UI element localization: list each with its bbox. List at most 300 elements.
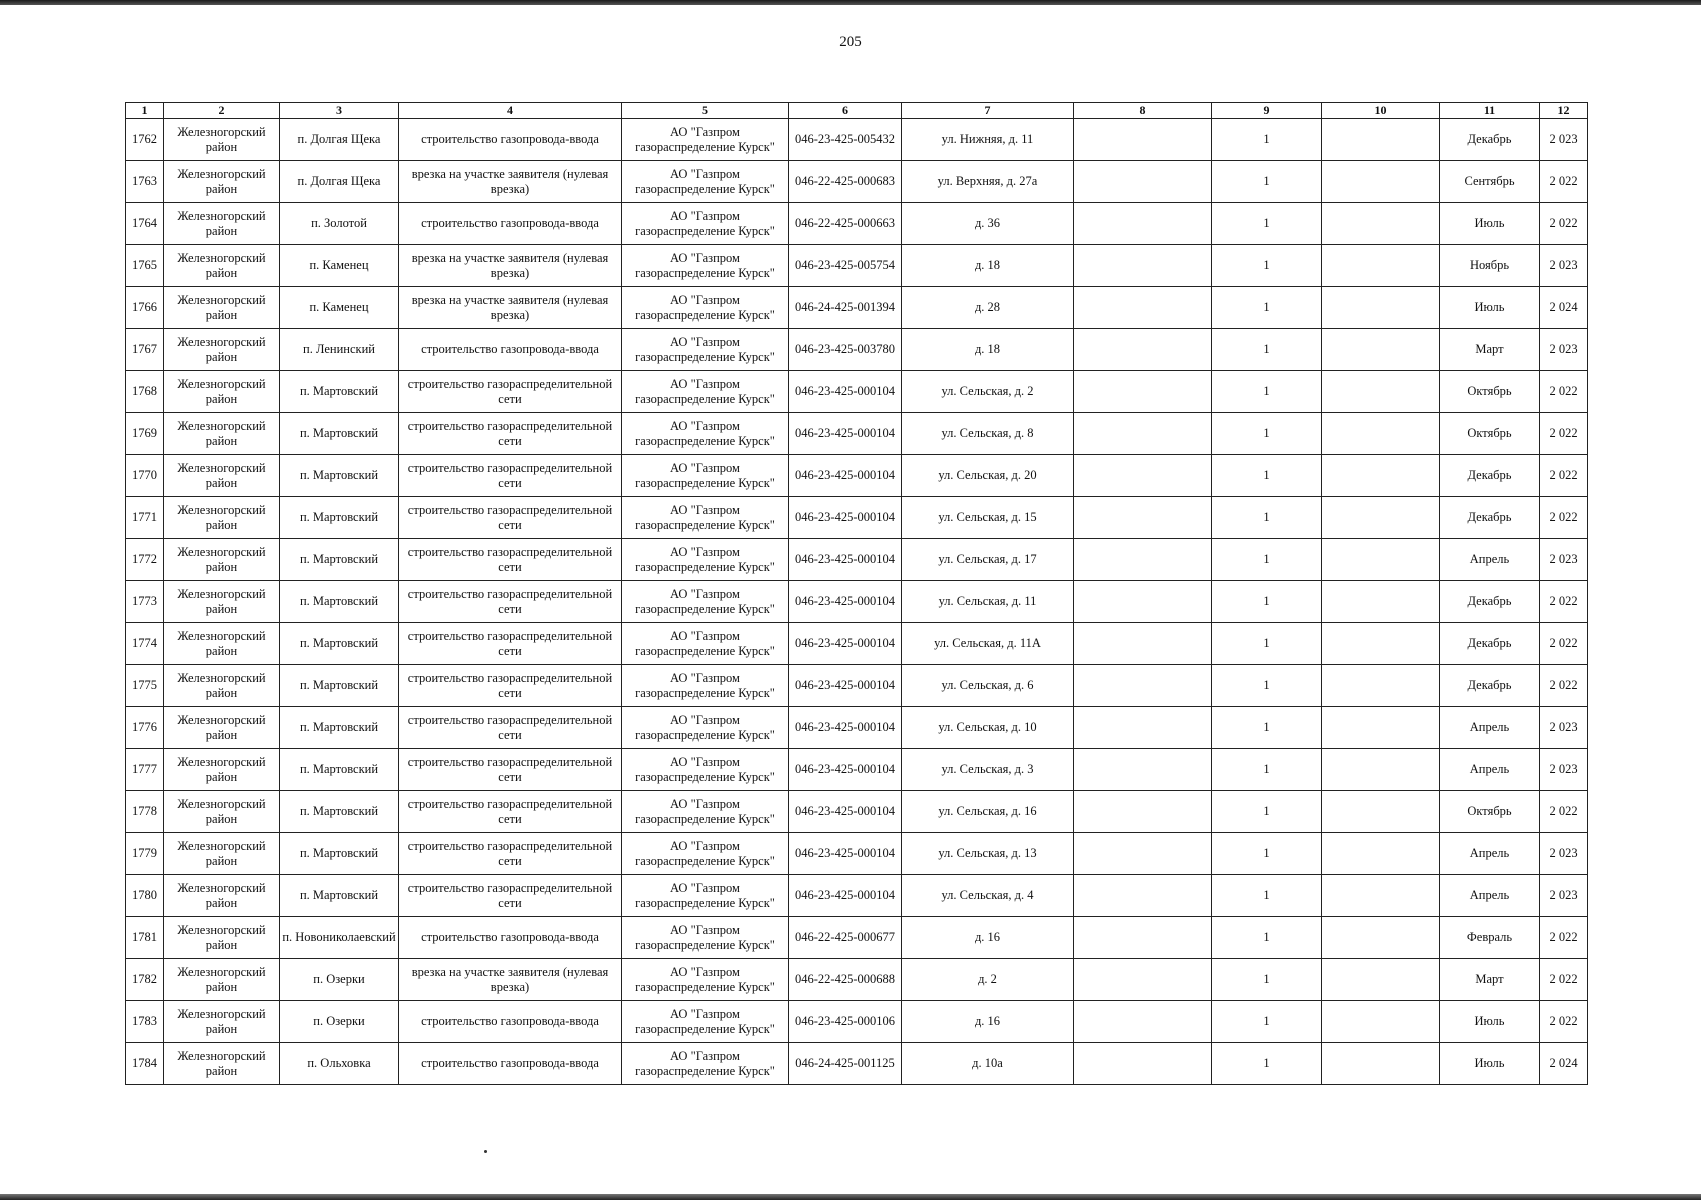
month-cell: Июль	[1440, 1043, 1540, 1085]
table-row	[126, 749, 1588, 791]
locality-cell: п. Долгая Щека	[280, 161, 399, 203]
work-type-cell: строительство газопровода-ввода	[399, 119, 622, 161]
year-cell: 2 022	[1540, 665, 1588, 707]
col-header: 2	[164, 103, 280, 119]
col8-cell	[1074, 119, 1212, 161]
col10-cell	[1322, 245, 1440, 287]
district-cell: Железногорский район	[164, 119, 280, 161]
col8-cell	[1074, 287, 1212, 329]
col-header: 7	[902, 103, 1074, 119]
count-cell: 1	[1212, 245, 1322, 287]
application-code-cell: 046-22-425-000688	[789, 959, 902, 1001]
count-cell: 1	[1212, 371, 1322, 413]
address-cell: ул. Верхняя, д. 27а	[902, 161, 1074, 203]
registry-body	[126, 119, 1588, 1085]
address-cell: ул. Сельская, д. 8	[902, 413, 1074, 455]
table-row	[126, 455, 1588, 497]
work-type-cell: строительство газораспределительной сети	[399, 875, 622, 917]
application-code-cell: 046-23-425-000104	[789, 455, 902, 497]
row-number-cell: 1772	[126, 539, 164, 581]
district-cell: Железногорский район	[164, 665, 280, 707]
year-cell: 2 023	[1540, 707, 1588, 749]
locality-cell: п. Каменец	[280, 287, 399, 329]
work-type-cell: строительство газопровода-ввода	[399, 917, 622, 959]
count-cell: 1	[1212, 497, 1322, 539]
table-row	[126, 245, 1588, 287]
count-cell: 1	[1212, 623, 1322, 665]
month-cell: Апрель	[1440, 539, 1540, 581]
col-header: 12	[1540, 103, 1588, 119]
col10-cell	[1322, 1043, 1440, 1085]
application-code-cell: 046-24-425-001125	[789, 1043, 902, 1085]
count-cell: 1	[1212, 749, 1322, 791]
col8-cell	[1074, 161, 1212, 203]
locality-cell: п. Золотой	[280, 203, 399, 245]
organization-cell: АО "Газпром газораспределение Курск"	[622, 455, 789, 497]
month-cell: Июль	[1440, 203, 1540, 245]
locality-cell: п. Каменец	[280, 245, 399, 287]
row-number-cell: 1771	[126, 497, 164, 539]
row-number-cell: 1762	[126, 119, 164, 161]
work-type-cell: врезка на участке заявителя (нулевая врезка)	[399, 245, 622, 287]
count-cell: 1	[1212, 119, 1322, 161]
col8-cell	[1074, 791, 1212, 833]
col8-cell	[1074, 1001, 1212, 1043]
table-row	[126, 371, 1588, 413]
col10-cell	[1322, 371, 1440, 413]
district-cell: Железногорский район	[164, 371, 280, 413]
organization-cell: АО "Газпром газораспределение Курск"	[622, 1001, 789, 1043]
work-type-cell: строительство газораспределительной сети	[399, 581, 622, 623]
locality-cell: п. Мартовский	[280, 497, 399, 539]
col-header: 10	[1322, 103, 1440, 119]
col-header: 5	[622, 103, 789, 119]
count-cell: 1	[1212, 413, 1322, 455]
locality-cell: п. Мартовский	[280, 455, 399, 497]
district-cell: Железногорский район	[164, 329, 280, 371]
year-cell: 2 023	[1540, 119, 1588, 161]
organization-cell: АО "Газпром газораспределение Курск"	[622, 917, 789, 959]
registry-table	[125, 102, 1588, 1085]
locality-cell: п. Долгая Щека	[280, 119, 399, 161]
row-number-cell: 1766	[126, 287, 164, 329]
work-type-cell: строительство газопровода-ввода	[399, 329, 622, 371]
row-number-cell: 1767	[126, 329, 164, 371]
count-cell: 1	[1212, 329, 1322, 371]
work-type-cell: строительство газораспределительной сети	[399, 539, 622, 581]
col8-cell	[1074, 749, 1212, 791]
col10-cell	[1322, 203, 1440, 245]
month-cell: Декабрь	[1440, 455, 1540, 497]
month-cell: Февраль	[1440, 917, 1540, 959]
row-number-cell: 1774	[126, 623, 164, 665]
application-code-cell: 046-22-425-000677	[789, 917, 902, 959]
table-row	[126, 791, 1588, 833]
month-cell: Октябрь	[1440, 413, 1540, 455]
year-cell: 2 022	[1540, 371, 1588, 413]
locality-cell: п. Мартовский	[280, 539, 399, 581]
address-cell: ул. Сельская, д. 3	[902, 749, 1074, 791]
year-cell: 2 023	[1540, 749, 1588, 791]
count-cell: 1	[1212, 917, 1322, 959]
application-code-cell: 046-23-425-000104	[789, 749, 902, 791]
col8-cell	[1074, 539, 1212, 581]
work-type-cell: строительство газораспределительной сети	[399, 665, 622, 707]
table-row	[126, 203, 1588, 245]
col10-cell	[1322, 581, 1440, 623]
scan-edge-bottom	[0, 1194, 1701, 1200]
scan-edge-top	[0, 0, 1701, 5]
address-cell: д. 28	[902, 287, 1074, 329]
address-cell: ул. Сельская, д. 2	[902, 371, 1074, 413]
count-cell: 1	[1212, 833, 1322, 875]
year-cell: 2 022	[1540, 497, 1588, 539]
year-cell: 2 022	[1540, 203, 1588, 245]
table-row	[126, 581, 1588, 623]
month-cell: Октябрь	[1440, 371, 1540, 413]
application-code-cell: 046-23-425-000104	[789, 707, 902, 749]
application-code-cell: 046-22-425-000663	[789, 203, 902, 245]
col8-cell	[1074, 203, 1212, 245]
month-cell: Ноябрь	[1440, 245, 1540, 287]
row-number-cell: 1765	[126, 245, 164, 287]
col10-cell	[1322, 623, 1440, 665]
organization-cell: АО "Газпром газораспределение Курск"	[622, 875, 789, 917]
col10-cell	[1322, 161, 1440, 203]
address-cell: д. 16	[902, 917, 1074, 959]
row-number-cell: 1768	[126, 371, 164, 413]
address-cell: ул. Сельская, д. 16	[902, 791, 1074, 833]
col10-cell	[1322, 119, 1440, 161]
address-cell: д. 2	[902, 959, 1074, 1001]
work-type-cell: строительство газопровода-ввода	[399, 1001, 622, 1043]
organization-cell: АО "Газпром газораспределение Курск"	[622, 623, 789, 665]
col-header: 9	[1212, 103, 1322, 119]
row-number-cell: 1781	[126, 917, 164, 959]
organization-cell: АО "Газпром газораспределение Курск"	[622, 497, 789, 539]
month-cell: Март	[1440, 329, 1540, 371]
count-cell: 1	[1212, 203, 1322, 245]
organization-cell: АО "Газпром газораспределение Курск"	[622, 413, 789, 455]
district-cell: Железногорский район	[164, 1001, 280, 1043]
year-cell: 2 023	[1540, 245, 1588, 287]
col8-cell	[1074, 875, 1212, 917]
locality-cell: п. Мартовский	[280, 413, 399, 455]
count-cell: 1	[1212, 665, 1322, 707]
col10-cell	[1322, 329, 1440, 371]
scan-speck	[484, 1150, 487, 1153]
work-type-cell: строительство газораспределительной сети	[399, 371, 622, 413]
row-number-cell: 1779	[126, 833, 164, 875]
month-cell: Декабрь	[1440, 581, 1540, 623]
col8-cell	[1074, 455, 1212, 497]
address-cell: д. 18	[902, 329, 1074, 371]
locality-cell: п. Мартовский	[280, 581, 399, 623]
district-cell: Железногорский район	[164, 413, 280, 455]
col10-cell	[1322, 749, 1440, 791]
col10-cell	[1322, 413, 1440, 455]
district-cell: Железногорский район	[164, 203, 280, 245]
application-code-cell: 046-23-425-000104	[789, 791, 902, 833]
application-code-cell: 046-23-425-000104	[789, 497, 902, 539]
application-code-cell: 046-23-425-005754	[789, 245, 902, 287]
count-cell: 1	[1212, 707, 1322, 749]
month-cell: Октябрь	[1440, 791, 1540, 833]
col8-cell	[1074, 245, 1212, 287]
count-cell: 1	[1212, 1001, 1322, 1043]
address-cell: ул. Сельская, д. 17	[902, 539, 1074, 581]
month-cell: Декабрь	[1440, 497, 1540, 539]
application-code-cell: 046-22-425-000683	[789, 161, 902, 203]
col-header: 1	[126, 103, 164, 119]
col8-cell	[1074, 665, 1212, 707]
organization-cell: АО "Газпром газораспределение Курск"	[622, 539, 789, 581]
year-cell: 2 022	[1540, 455, 1588, 497]
month-cell: Декабрь	[1440, 623, 1540, 665]
organization-cell: АО "Газпром газораспределение Курск"	[622, 1043, 789, 1085]
col10-cell	[1322, 497, 1440, 539]
column-number-header	[126, 103, 1588, 119]
row-number-cell: 1782	[126, 959, 164, 1001]
work-type-cell: строительство газораспределительной сети	[399, 497, 622, 539]
table-row	[126, 329, 1588, 371]
row-number-cell: 1769	[126, 413, 164, 455]
table-row	[126, 875, 1588, 917]
col10-cell	[1322, 665, 1440, 707]
district-cell: Железногорский район	[164, 455, 280, 497]
address-cell: ул. Сельская, д. 4	[902, 875, 1074, 917]
work-type-cell: строительство газораспределительной сети	[399, 455, 622, 497]
work-type-cell: строительство газораспределительной сети	[399, 791, 622, 833]
year-cell: 2 024	[1540, 287, 1588, 329]
work-type-cell: строительство газораспределительной сети	[399, 749, 622, 791]
year-cell: 2 022	[1540, 917, 1588, 959]
district-cell: Железногорский район	[164, 161, 280, 203]
organization-cell: АО "Газпром газораспределение Курск"	[622, 287, 789, 329]
month-cell: Декабрь	[1440, 119, 1540, 161]
col8-cell	[1074, 1043, 1212, 1085]
locality-cell: п. Ленинский	[280, 329, 399, 371]
application-code-cell: 046-23-425-000104	[789, 833, 902, 875]
work-type-cell: врезка на участке заявителя (нулевая врезка)	[399, 959, 622, 1001]
organization-cell: АО "Газпром газораспределение Курск"	[622, 119, 789, 161]
row-number-cell: 1770	[126, 455, 164, 497]
district-cell: Железногорский район	[164, 1043, 280, 1085]
col10-cell	[1322, 455, 1440, 497]
month-cell: Сентябрь	[1440, 161, 1540, 203]
row-number-cell: 1777	[126, 749, 164, 791]
col8-cell	[1074, 329, 1212, 371]
table-row	[126, 119, 1588, 161]
organization-cell: АО "Газпром газораспределение Курск"	[622, 749, 789, 791]
col8-cell	[1074, 371, 1212, 413]
month-cell: Июль	[1440, 287, 1540, 329]
organization-cell: АО "Газпром газораспределение Курск"	[622, 329, 789, 371]
organization-cell: АО "Газпром газораспределение Курск"	[622, 833, 789, 875]
year-cell: 2 022	[1540, 791, 1588, 833]
table-row	[126, 665, 1588, 707]
address-cell: д. 16	[902, 1001, 1074, 1043]
row-number-cell: 1778	[126, 791, 164, 833]
locality-cell: п. Мартовский	[280, 791, 399, 833]
organization-cell: АО "Газпром газораспределение Курск"	[622, 959, 789, 1001]
application-code-cell: 046-23-425-000104	[789, 413, 902, 455]
organization-cell: АО "Газпром газораспределение Курск"	[622, 581, 789, 623]
work-type-cell: строительство газораспределительной сети	[399, 413, 622, 455]
row-number-cell: 1775	[126, 665, 164, 707]
count-cell: 1	[1212, 1043, 1322, 1085]
col8-cell	[1074, 413, 1212, 455]
application-code-cell: 046-24-425-001394	[789, 287, 902, 329]
count-cell: 1	[1212, 161, 1322, 203]
table-row	[126, 917, 1588, 959]
col-header: 11	[1440, 103, 1540, 119]
locality-cell: п. Мартовский	[280, 833, 399, 875]
col10-cell	[1322, 959, 1440, 1001]
count-cell: 1	[1212, 875, 1322, 917]
work-type-cell: строительство газораспределительной сети	[399, 833, 622, 875]
work-type-cell: врезка на участке заявителя (нулевая врезка)	[399, 287, 622, 329]
locality-cell: п. Мартовский	[280, 875, 399, 917]
work-type-cell: строительство газопровода-ввода	[399, 203, 622, 245]
organization-cell: АО "Газпром газораспределение Курск"	[622, 707, 789, 749]
application-code-cell: 046-23-425-003780	[789, 329, 902, 371]
district-cell: Железногорский район	[164, 539, 280, 581]
address-cell: ул. Сельская, д. 6	[902, 665, 1074, 707]
col-header: 3	[280, 103, 399, 119]
year-cell: 2 022	[1540, 623, 1588, 665]
col10-cell	[1322, 287, 1440, 329]
locality-cell: п. Озерки	[280, 1001, 399, 1043]
col10-cell	[1322, 875, 1440, 917]
month-cell: Июль	[1440, 1001, 1540, 1043]
address-cell: ул. Сельская, д. 13	[902, 833, 1074, 875]
locality-cell: п. Мартовский	[280, 623, 399, 665]
count-cell: 1	[1212, 791, 1322, 833]
locality-cell: п. Мартовский	[280, 665, 399, 707]
locality-cell: п. Новониколаевский	[280, 917, 399, 959]
application-code-cell: 046-23-425-000104	[789, 623, 902, 665]
table-row	[126, 959, 1588, 1001]
col8-cell	[1074, 497, 1212, 539]
organization-cell: АО "Газпром газораспределение Курск"	[622, 665, 789, 707]
row-number-cell: 1764	[126, 203, 164, 245]
col10-cell	[1322, 539, 1440, 581]
table-row	[126, 707, 1588, 749]
application-code-cell: 046-23-425-000104	[789, 875, 902, 917]
application-code-cell: 046-23-425-000104	[789, 665, 902, 707]
application-code-cell: 046-23-425-000104	[789, 581, 902, 623]
month-cell: Апрель	[1440, 707, 1540, 749]
work-type-cell: строительство газораспределительной сети	[399, 623, 622, 665]
table-row	[126, 497, 1588, 539]
district-cell: Железногорский район	[164, 497, 280, 539]
locality-cell: п. Мартовский	[280, 371, 399, 413]
application-code-cell: 046-23-425-000104	[789, 371, 902, 413]
col10-cell	[1322, 707, 1440, 749]
address-cell: ул. Нижняя, д. 11	[902, 119, 1074, 161]
year-cell: 2 024	[1540, 1043, 1588, 1085]
organization-cell: АО "Газпром газораспределение Курск"	[622, 245, 789, 287]
year-cell: 2 023	[1540, 875, 1588, 917]
table-row	[126, 833, 1588, 875]
row-number-cell: 1780	[126, 875, 164, 917]
table-row	[126, 161, 1588, 203]
district-cell: Железногорский район	[164, 959, 280, 1001]
address-cell: ул. Сельская, д. 20	[902, 455, 1074, 497]
work-type-cell: строительство газопровода-ввода	[399, 1043, 622, 1085]
table-row	[126, 1001, 1588, 1043]
district-cell: Железногорский район	[164, 749, 280, 791]
district-cell: Железногорский район	[164, 875, 280, 917]
row-number-cell: 1763	[126, 161, 164, 203]
month-cell: Декабрь	[1440, 665, 1540, 707]
year-cell: 2 022	[1540, 413, 1588, 455]
month-cell: Март	[1440, 959, 1540, 1001]
address-cell: ул. Сельская, д. 11А	[902, 623, 1074, 665]
year-cell: 2 022	[1540, 1001, 1588, 1043]
count-cell: 1	[1212, 455, 1322, 497]
application-code-cell: 046-23-425-000104	[789, 539, 902, 581]
year-cell: 2 023	[1540, 539, 1588, 581]
col8-cell	[1074, 623, 1212, 665]
year-cell: 2 022	[1540, 959, 1588, 1001]
month-cell: Апрель	[1440, 749, 1540, 791]
locality-cell: п. Озерки	[280, 959, 399, 1001]
organization-cell: АО "Газпром газораспределение Курск"	[622, 161, 789, 203]
year-cell: 2 022	[1540, 161, 1588, 203]
col-header: 8	[1074, 103, 1212, 119]
address-cell: д. 36	[902, 203, 1074, 245]
address-cell: ул. Сельская, д. 11	[902, 581, 1074, 623]
work-type-cell: строительство газораспределительной сети	[399, 707, 622, 749]
organization-cell: АО "Газпром газораспределение Курск"	[622, 203, 789, 245]
table-row	[126, 623, 1588, 665]
row-number-cell: 1784	[126, 1043, 164, 1085]
district-cell: Железногорский район	[164, 287, 280, 329]
table-row	[126, 539, 1588, 581]
col-header: 4	[399, 103, 622, 119]
col10-cell	[1322, 917, 1440, 959]
year-cell: 2 023	[1540, 833, 1588, 875]
row-number-cell: 1773	[126, 581, 164, 623]
col-header: 6	[789, 103, 902, 119]
locality-cell: п. Ольховка	[280, 1043, 399, 1085]
count-cell: 1	[1212, 287, 1322, 329]
col8-cell	[1074, 917, 1212, 959]
month-cell: Апрель	[1440, 875, 1540, 917]
district-cell: Железногорский район	[164, 623, 280, 665]
locality-cell: п. Мартовский	[280, 749, 399, 791]
application-code-cell: 046-23-425-005432	[789, 119, 902, 161]
address-cell: ул. Сельская, д. 10	[902, 707, 1074, 749]
work-type-cell: врезка на участке заявителя (нулевая врезка)	[399, 161, 622, 203]
table-row	[126, 1043, 1588, 1085]
count-cell: 1	[1212, 581, 1322, 623]
col8-cell	[1074, 833, 1212, 875]
month-cell: Апрель	[1440, 833, 1540, 875]
table-row	[126, 413, 1588, 455]
col10-cell	[1322, 833, 1440, 875]
application-code-cell: 046-23-425-000106	[789, 1001, 902, 1043]
address-cell: ул. Сельская, д. 15	[902, 497, 1074, 539]
district-cell: Железногорский район	[164, 833, 280, 875]
row-number-cell: 1776	[126, 707, 164, 749]
col8-cell	[1074, 707, 1212, 749]
district-cell: Железногорский район	[164, 245, 280, 287]
district-cell: Железногорский район	[164, 707, 280, 749]
table-row	[126, 287, 1588, 329]
